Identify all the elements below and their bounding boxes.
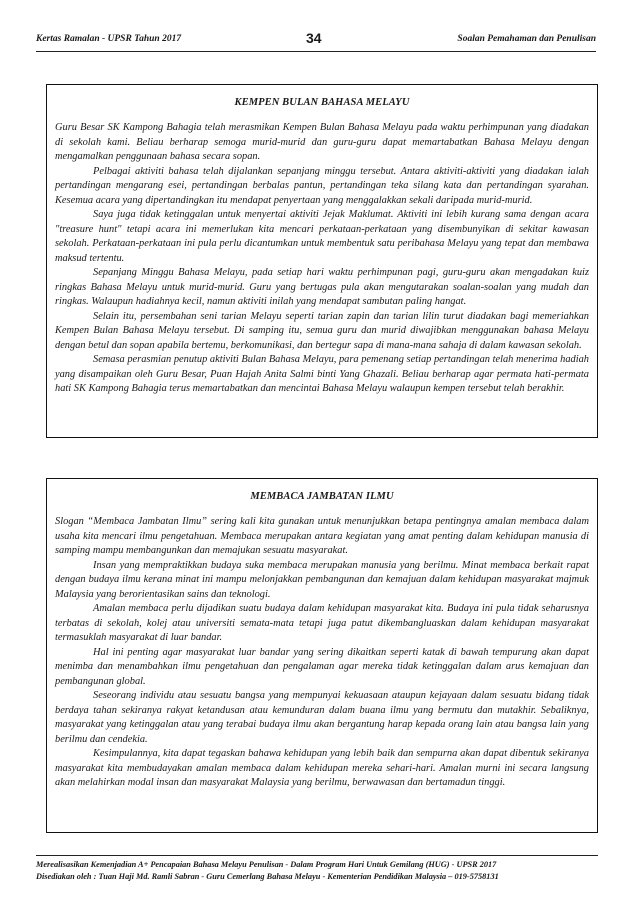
passage-paragraph: Slogan “Membaca Jambatan Ilmu” sering kali kita gunakan untuk menunjukkan betapa pentingnya amalan membaca dalam usaha kita mencari ilmu pengetahuan. Membaca merupakan antara kegiatan yang amat penting dalam kehidupan manusia di samping mampu membangunkan dan memajukan sesuatu masyarakat. xyxy=(55,516,589,556)
passage-paragraph: Saya juga tidak ketinggalan untuk menyertai aktiviti Jejak Maklumat. Aktiviti ini lebih kurang sama dengan acara "treasure hunt" tetapi acara ini memerlukan kita mencari perkataan-perkataan yang disembunyikan di sekitar kawasan sekolah. Perkataan-perkataan ini pula perlu dicantumkan untuk membentuk satu peribahasa Melayu yang tepat dan membawa maksud tertentu. xyxy=(55,209,589,264)
passage-paragraph: Selain itu, persembahan seni tarian Melayu seperti tarian zapin dan tarian lilin turut diadakan bagi memeriahkan Kempen Bulan Bahasa Melayu tersebut. Di samping itu, semua guru dan murid diwajibkan menggunakan bahasa Melayu dengan betul dan sopan apabila bertemu, berkomunikasi, dan bertegur sapa di mana-mana sahaja di dalam kawasan sekolah. xyxy=(55,310,589,351)
passage-paragraph: Kesimpulannya, kita dapat tegaskan bahawa kehidupan yang lebih baik dan sempurna akan dapat dibentuk sekiranya masyarakat kita membudayakan amalan membaca dalam kehidupan mereka sehari-hari. Amalan murni ini secara langsung akan melahirkan modal insan dan masyarakat Malaysia yang berilmu, berwawasan dan bertamadun tinggi. xyxy=(55,748,589,788)
passage-paragraph: Pelbagai aktiviti bahasa telah dijalankan sepanjang minggu tersebut. Antara aktiviti-aktiviti yang diadakan ialah pertandingan mengarang esei, pertandingan berbalas pantun, pertandingan teka silang kata dan pertandingan syarahan. Kesemua acara yang dipertandingkan itu mendapat penyertaan yang menggalakkan sekali daripada murid-murid. xyxy=(55,165,589,206)
passage-paragraph: Hal ini penting agar masyarakat luar bandar yang sering dikaitkan seperti katak di bawah tempurung akan dapat menimba dan menambahkan ilmu pengetahuan dan pengalaman agar mereka tidak ketinggalan dalam arus kemajuan dan pembangunan global. xyxy=(55,646,589,687)
page-number: 34 xyxy=(306,30,322,46)
page-header xyxy=(36,30,596,52)
passage-paragraph: Guru Besar SK Kampong Bahagia telah merasmikan Kempen Bulan Bahasa Melayu pada waktu perhimpunan yang diadakan di sekolah kami. Beliau berharap semoga murid-murid dan guru-guru dapat memartabatkan Bahasa Melayu dengan mengamalkan penggunaan bahasa secara sopan. xyxy=(55,122,589,162)
passage-paragraph: Sepanjang Minggu Bahasa Melayu, pada setiap hari waktu perhimpunan pagi, guru-guru akan mengadakan kuiz ringkas Bahasa Melayu untuk murid-murid. Guru yang bertugas pula akan mengutarakan soalan-soalan yang mudah dan ringkas. Walaupun hadiahnya kecil, namun aktiviti inilah yang mendapat sambutan paling hangat. xyxy=(55,267,589,307)
footer-line-2: Disediakan oleh : Tuan Haji Md. Ramli Sabran - Guru Cemerlang Bahasa Melayu - Kementerian Pendidikan Malaysia – 019-5758131 xyxy=(36,872,499,881)
header-right-text: Soalan Pemahaman dan Penulisan xyxy=(457,34,596,44)
passage-paragraph: Semasa perasmian penutup aktiviti Bulan Bahasa Melayu, para pemenang setiap pertandingan telah menerima hadiah yang disampaikan oleh Guru Besar, Puan Hajah Anita Salmi binti Yang Ghazali. Beliau berharap agar permata hati-permata hati SK Kampong Bahagia terus memartabatkan dan mencintai Bahasa Melayu walaupun kempen tersebut telah berakhir. xyxy=(55,354,589,394)
page-footer xyxy=(36,855,598,883)
passage-paragraph: Seseorang individu atau sesuatu bangsa yang mempunyai kekuasaan ataupun kejayaan dalam sesuatu bidang tidak berdaya tahan sekiranya rakyat ketandusan atau kemunduran dalam buana ilmu yang bermutu dan mutakhir. Sebaliknya, masyarakat yang ketinggalan atau yang terabai budaya ilmu akan bergantung harap kepada orang lain atau bangsa lain yang berilmu dan cendekia. xyxy=(55,690,589,745)
footer-line-1: Merealisasikan Kemenjadian A+ Pencapaian Bahasa Melayu Penulisan - Dalam Program Hari Untuk Gemilang (HUG) - UPSR 2017 xyxy=(36,860,497,869)
passage-title: KEMPEN BULAN BAHASA MELAYU xyxy=(234,97,410,108)
passage-box-membaca xyxy=(46,478,598,833)
passage-box-kempen xyxy=(46,84,598,438)
passage-title: MEMBACA JAMBATAN ILMU xyxy=(250,491,394,502)
passage-paragraph: Insan yang mempraktikkan budaya suka membaca merupakan manusia yang berilmu. Minat membaca berkait rapat dengan budaya ilmu kerana minat ini mampu melonjakkan pembangunan dan kemajuan dalam kehidupan masyarakat majmuk Malaysia yang berorientasikan sains dan teknologi. xyxy=(55,559,589,600)
passage-paragraph: Amalan membaca perlu dijadikan suatu budaya dalam kehidupan masyarakat kita. Budaya ini pula tidak seharusnya terbatas di sekolah, kolej atau universiti semata-mata tetapi juga patut dikembangluaskan dalam kehidupan masyarakat termasuklah masyarakat di luar bandar. xyxy=(55,603,589,643)
header-left-text: Kertas Ramalan - UPSR Tahun 2017 xyxy=(36,34,182,44)
